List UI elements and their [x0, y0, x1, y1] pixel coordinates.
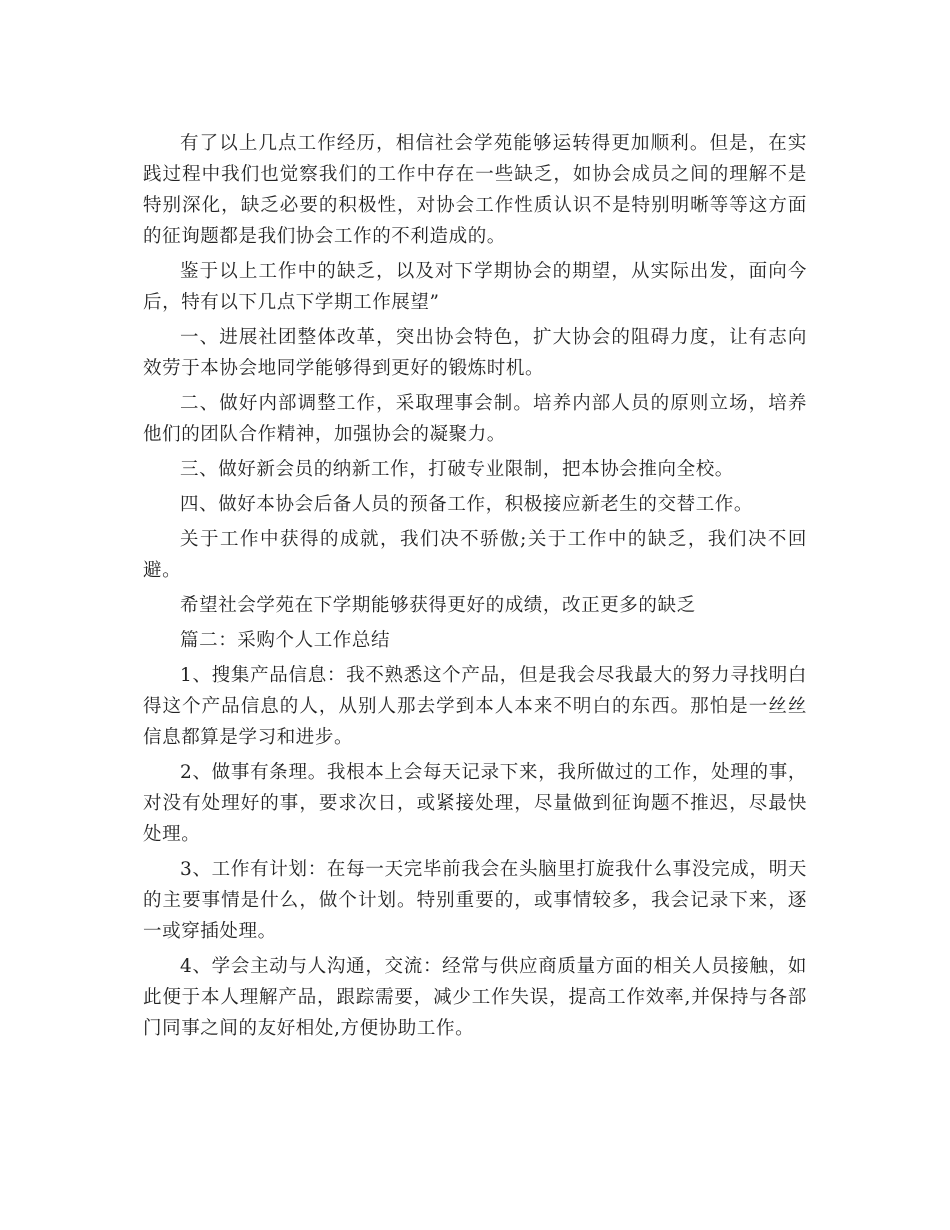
- paragraph-10: 2、做事有条理。我根本上会每天记录下来，我所做过的工作，处理的事，对没有处理好的事，要求次日，或紧接处理，尽量做到征询题不推迟，尽最快处理。: [143, 762, 807, 845]
- section-heading: 篇二：采购个人工作总结: [180, 630, 391, 651]
- paragraph-2: 鉴于以上工作中的缺乏，以及对下学期协会的期望，从实际出发，面向今后，特有以下几点下学期工作展望”: [143, 261, 807, 313]
- paragraph-1: 有了以上几点工作经历，相信社会学苑能够运转得更加顺利。但是，在实践过程中我们也觉察我们的工作中存在一些缺乏，如协会成员之间的理解不是特别深化，缺乏必要的积极性，对协会工作性质认识不是特别明晰等等这方面的征询题都是我们协会工作的不利造成的。: [143, 133, 807, 247]
- paragraph-4: 二、做好内部调整工作，采取理事会制。培养内部人员的原则立场，培养他们的团队合作精神，加强协会的凝聚力。: [143, 393, 807, 445]
- paragraph-12: 4、学会主动与人沟通，交流：经常与供应商质量方面的相关人员接触，如此便于本人理解产品，跟踪需要，减少工作失误，提高工作效率,并保持与各部门同事之间的友好相处,方便协助工作。: [143, 956, 807, 1039]
- paragraph-5: 三、做好新会员的纳新工作，打破专业限制，把本协会推向全校。: [180, 459, 734, 480]
- paragraph-6: 四、做好本协会后备人员的预备工作，积极接应新老生的交替工作。: [180, 494, 754, 515]
- paragraph-8: 希望社会学苑在下学期能够获得更好的成绩，改正更多的缺乏: [180, 595, 696, 616]
- document-body: [143, 128, 807, 1048]
- paragraph-3: 一、进展社团整体改革，突出协会特色，扩大协会的阻碍力度，让有志向效劳于本协会地同学能够得到更好的锻炼时机。: [143, 327, 807, 379]
- paragraph-11: 3、工作有计划：在每一天完毕前我会在头脑里打旋我什么事没完成，明天的主要事情是什么，做个计划。特别重要的，或事情较多，我会记录下来，逐一或穿插处理。: [143, 859, 807, 942]
- paragraph-7: 关于工作中获得的成就，我们决不骄傲;关于工作中的缺乏，我们决不回避。: [143, 529, 807, 581]
- paragraph-9: 1、搜集产品信息：我不熟悉这个产品，但是我会尽我最大的努力寻找明白得这个产品信息的人，从别人那去学到本人本来不明白的东西。那怕是一丝丝信息都算是学习和进步。: [143, 665, 807, 748]
